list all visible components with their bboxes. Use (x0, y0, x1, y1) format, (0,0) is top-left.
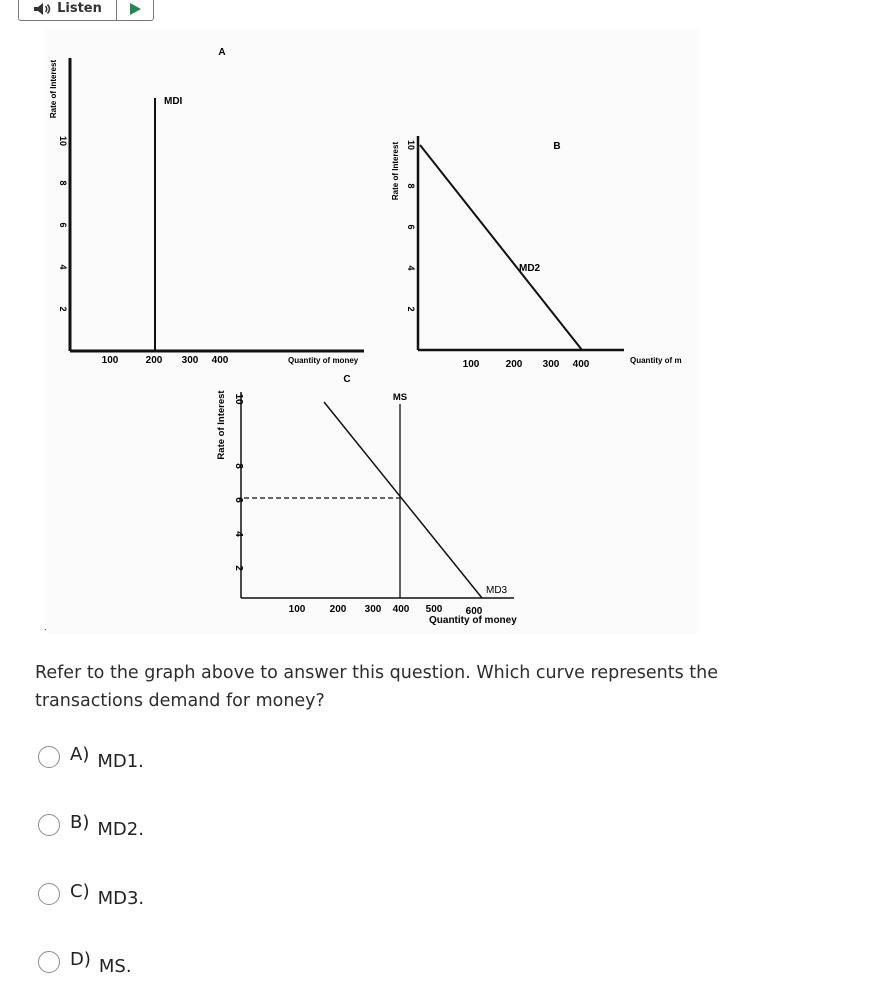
panel-b-ytick-2: 2 (406, 306, 416, 312)
md2-label: MD2 (519, 263, 541, 274)
listen-button[interactable] (19, 0, 117, 20)
option-b[interactable] (38, 811, 144, 840)
option-d-letter: D) (70, 948, 91, 970)
panel-b-ytick-10: 10 (406, 139, 416, 151)
panel-c-title: C (343, 374, 351, 385)
panel-b-xlabel: Quantity of m (630, 356, 682, 365)
panel-a-xtick-300: 300 (181, 355, 199, 366)
question-text: Refer to the graph above to answer this question. Which curve represents the transactions demand for money? (35, 663, 719, 711)
figure-footnote: . (44, 622, 47, 632)
listen-label: Listen (57, 1, 102, 16)
option-b-radio[interactable] (38, 814, 60, 836)
md3-label: MD3 (486, 585, 508, 596)
graph-figure (42, 30, 702, 635)
panel-b-ytick-8: 8 (406, 183, 416, 189)
play-button[interactable] (117, 0, 153, 20)
option-a-radio[interactable] (38, 746, 60, 768)
panel-c-xtick-300: 300 (364, 604, 382, 615)
option-b-text: MD2. (97, 818, 144, 840)
option-a-letter: A) (70, 743, 90, 765)
option-a-text: MD1. (97, 750, 144, 772)
panel-c-xtick-600: 600 (465, 606, 483, 617)
ms-label: MS (392, 392, 408, 403)
panel-a-ytick-10: 10 (58, 135, 68, 147)
panel-a-title: A (218, 47, 226, 58)
panel-b-xtick-400: 400 (572, 359, 590, 370)
panel-c-ytick-2: 2 (233, 565, 244, 571)
option-d-radio[interactable] (38, 951, 60, 973)
panel-b-xtick-200: 200 (505, 359, 523, 370)
panel-a-ytick-8: 8 (58, 180, 68, 186)
panel-b-title: B (553, 141, 561, 152)
panel-a-ytick-6: 6 (58, 222, 68, 228)
panel-c-ytick-10: 10 (233, 393, 244, 405)
speaker-icon (33, 2, 53, 16)
panel-b-xtick-100: 100 (462, 359, 480, 370)
panel-a-ytick-4: 4 (58, 264, 68, 270)
figure-background (45, 30, 699, 633)
panel-c-xtick-500: 500 (425, 604, 443, 615)
option-a[interactable] (38, 743, 144, 772)
panel-b-ylabel: Rate of Interest (391, 141, 400, 201)
panel-c-ytick-6: 6 (233, 497, 244, 503)
panel-a-xlabel: Quantity of money (288, 356, 359, 365)
option-c-letter: C) (70, 880, 90, 902)
panel-c-ytick-4: 4 (233, 531, 244, 537)
panel-b-ytick-6: 6 (406, 224, 416, 230)
option-c-radio[interactable] (38, 883, 60, 905)
panel-b-ytick-4: 4 (406, 265, 416, 271)
panel-c-ylabel: Rate of Interest (216, 390, 227, 460)
panel-a-xtick-200: 200 (145, 355, 163, 366)
listen-toolbar (18, 0, 154, 21)
panel-a-xtick-100: 100 (101, 355, 119, 366)
panel-c-xtick-400: 400 (392, 604, 410, 615)
panel-a-xtick-400: 400 (211, 355, 229, 366)
panel-c-xtick-200: 200 (329, 604, 347, 615)
option-d-text: MS. (98, 955, 132, 977)
option-b-letter: B) (70, 811, 90, 833)
option-d[interactable] (38, 948, 132, 977)
panel-a-ytick-2: 2 (58, 306, 68, 312)
md1-label: MDI (164, 96, 183, 107)
option-c[interactable] (38, 880, 145, 909)
panel-c-xlabel: Quantity of money (429, 615, 517, 626)
panel-c-xtick-100: 100 (288, 604, 306, 615)
panel-a-ylabel: Rate of Interest (49, 59, 58, 119)
play-icon (129, 3, 141, 15)
panel-b-xtick-300: 300 (542, 359, 560, 370)
panel-c-ytick-8: 8 (233, 463, 244, 469)
option-c-text: MD3. (97, 887, 145, 909)
